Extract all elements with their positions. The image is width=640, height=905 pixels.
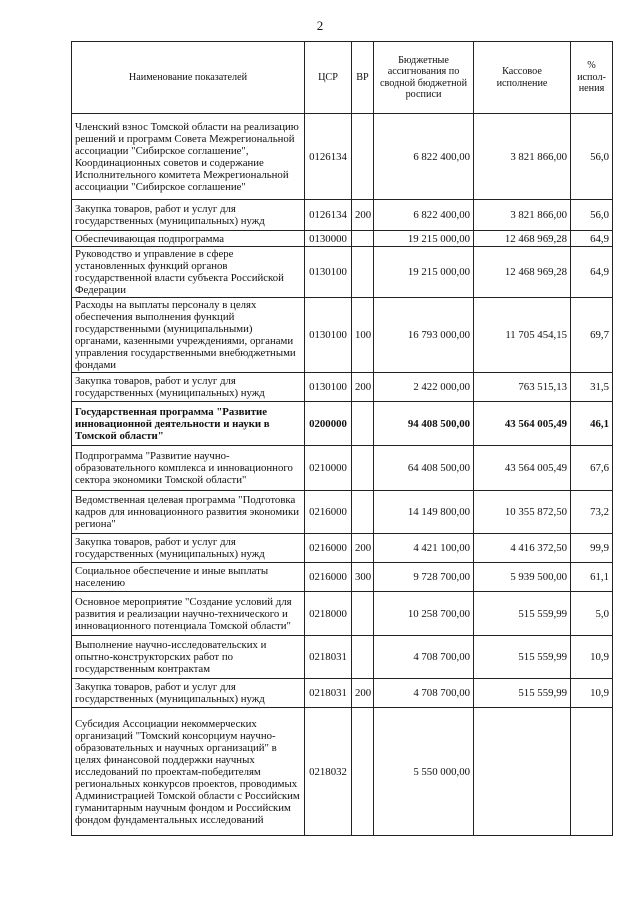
row-budget-cell: 19 215 000,00 (374, 231, 474, 247)
row-percent-cell: 99,9 (571, 534, 613, 563)
row-name-cell: Выполнение научно-исследовательских и опытно-конструкторских работ по государственным контрактам (72, 636, 305, 679)
row-vr-cell: 300 (352, 563, 374, 592)
row-execution-cell: 4 416 372,50 (474, 534, 571, 563)
row-percent-cell: 31,5 (571, 373, 613, 402)
table-row (72, 247, 613, 298)
row-percent-cell: 61,1 (571, 563, 613, 592)
row-vr-cell: 200 (352, 679, 374, 708)
row-vr-cell (352, 446, 374, 491)
row-percent-cell: 46,1 (571, 402, 613, 446)
row-percent-cell: 64,9 (571, 231, 613, 247)
row-percent-cell: 73,2 (571, 491, 613, 534)
table-row (72, 402, 613, 446)
row-execution-cell: 515 559,99 (474, 679, 571, 708)
row-csr-cell: 0218031 (305, 679, 352, 708)
table-row (72, 534, 613, 563)
row-name-cell: Расходы на выплаты персоналу в целях обеспечения выполнения функций государственными (муниципальными) органами, казенными учреждениями, органами управления государственными внебюджетными фондами (72, 298, 305, 373)
table-row (72, 114, 613, 200)
row-execution-cell: 3 821 866,00 (474, 114, 571, 200)
row-execution-cell: 3 821 866,00 (474, 200, 571, 231)
row-vr-cell: 200 (352, 373, 374, 402)
row-name-cell: Закупка товаров, работ и услуг для государственных (муниципальных) нужд (72, 679, 305, 708)
row-vr-cell (352, 592, 374, 636)
row-csr-cell: 0200000 (305, 402, 352, 446)
header-name: Наименование показателей (72, 42, 305, 114)
row-name-cell: Руководство и управление в сфере установленных функций органов государственной власти субъекта Российской Федерации (72, 247, 305, 298)
row-vr-cell (352, 708, 374, 836)
row-name-cell: Обеспечивающая подпрограмма (72, 231, 305, 247)
row-vr-cell (352, 491, 374, 534)
table-row (72, 298, 613, 373)
table-row (72, 373, 613, 402)
row-csr-cell: 0216000 (305, 534, 352, 563)
row-name-cell: Подпрограмма "Развитие научно-образовательного комплекса и инновационного сектора экономики Томской области" (72, 446, 305, 491)
row-budget-cell: 4 708 700,00 (374, 679, 474, 708)
row-execution-cell (474, 708, 571, 836)
row-csr-cell: 0130100 (305, 373, 352, 402)
row-execution-cell: 43 564 005,49 (474, 402, 571, 446)
row-csr-cell: 0130100 (305, 247, 352, 298)
row-csr-cell: 0130000 (305, 231, 352, 247)
row-execution-cell: 763 515,13 (474, 373, 571, 402)
row-vr-cell (352, 231, 374, 247)
row-csr-cell: 0216000 (305, 563, 352, 592)
table-row (72, 679, 613, 708)
row-name-cell: Членский взнос Томской области на реализацию решений и программ Совета Межрегиональной ассоциации "Сибирское соглашение", Координационных советов и содержание Исполнительного комитета Межрегиональной ассоциации "Сибирское соглашение" (72, 114, 305, 200)
table-row (72, 708, 613, 836)
header-csr: ЦСР (305, 42, 352, 114)
table-row (72, 200, 613, 231)
row-percent-cell: 67,6 (571, 446, 613, 491)
table-row (72, 592, 613, 636)
header-budget: Бюджетные ассигнования по сводной бюджетной росписи (374, 42, 474, 114)
row-csr-cell: 0218000 (305, 592, 352, 636)
row-percent-cell: 10,9 (571, 679, 613, 708)
row-csr-cell: 0218032 (305, 708, 352, 836)
row-name-cell: Закупка товаров, работ и услуг для государственных (муниципальных) нужд (72, 534, 305, 563)
row-budget-cell: 64 408 500,00 (374, 446, 474, 491)
row-vr-cell (352, 114, 374, 200)
row-budget-cell: 16 793 000,00 (374, 298, 474, 373)
table-header-row (72, 42, 613, 114)
header-vr: ВР (352, 42, 374, 114)
row-execution-cell: 12 468 969,28 (474, 247, 571, 298)
row-budget-cell: 14 149 800,00 (374, 491, 474, 534)
header-percent: % испол- нения (571, 42, 613, 114)
row-csr-cell: 0126134 (305, 200, 352, 231)
row-name-cell: Государственная программа "Развитие инновационной деятельности и науки в Томской области" (72, 402, 305, 446)
row-budget-cell: 4 421 100,00 (374, 534, 474, 563)
row-percent-cell: 56,0 (571, 114, 613, 200)
page-number: 2 (316, 18, 324, 33)
row-budget-cell: 6 822 400,00 (374, 114, 474, 200)
row-vr-cell (352, 636, 374, 679)
row-budget-cell: 6 822 400,00 (374, 200, 474, 231)
row-csr-cell: 0130100 (305, 298, 352, 373)
table-row (72, 636, 613, 679)
table-row (72, 446, 613, 491)
row-vr-cell: 200 (352, 200, 374, 231)
row-budget-cell: 4 708 700,00 (374, 636, 474, 679)
row-name-cell: Закупка товаров, работ и услуг для государственных (муниципальных) нужд (72, 200, 305, 231)
row-budget-cell: 19 215 000,00 (374, 247, 474, 298)
row-vr-cell: 200 (352, 534, 374, 563)
row-budget-cell: 9 728 700,00 (374, 563, 474, 592)
row-execution-cell: 43 564 005,49 (474, 446, 571, 491)
row-execution-cell: 11 705 454,15 (474, 298, 571, 373)
row-name-cell: Закупка товаров, работ и услуг для государственных (муниципальных) нужд (72, 373, 305, 402)
row-vr-cell (352, 247, 374, 298)
table-row (72, 563, 613, 592)
row-execution-cell: 515 559,99 (474, 592, 571, 636)
row-execution-cell: 10 355 872,50 (474, 491, 571, 534)
row-percent-cell: 10,9 (571, 636, 613, 679)
row-percent-cell: 64,9 (571, 247, 613, 298)
row-budget-cell: 10 258 700,00 (374, 592, 474, 636)
budget-execution-table (71, 41, 613, 836)
row-vr-cell: 100 (352, 298, 374, 373)
row-percent-cell: 69,7 (571, 298, 613, 373)
row-csr-cell: 0216000 (305, 491, 352, 534)
table-body (72, 114, 613, 836)
table-row (72, 231, 613, 247)
row-budget-cell: 2 422 000,00 (374, 373, 474, 402)
row-budget-cell: 5 550 000,00 (374, 708, 474, 836)
row-execution-cell: 5 939 500,00 (474, 563, 571, 592)
row-csr-cell: 0210000 (305, 446, 352, 491)
row-csr-cell: 0218031 (305, 636, 352, 679)
row-percent-cell: 56,0 (571, 200, 613, 231)
row-name-cell: Социальное обеспечение и иные выплаты населению (72, 563, 305, 592)
row-percent-cell: 5,0 (571, 592, 613, 636)
row-name-cell: Основное мероприятие "Создание условий для развития и реализации научно-технического и инновационного потенциала Томской области" (72, 592, 305, 636)
row-execution-cell: 12 468 969,28 (474, 231, 571, 247)
row-budget-cell: 94 408 500,00 (374, 402, 474, 446)
header-execution: Кассовое исполнение (474, 42, 571, 114)
row-vr-cell (352, 402, 374, 446)
row-name-cell: Субсидия Ассоциации некоммерческих организаций "Томский консорциум научно-образовательных и научных организаций" в целях финансовой поддержки научных исследований по проектам-победителям региональных конкурсов проектов, проводимых Администрацией Томской области с Российским гуманитарным научным фондом и Российским фондом фундаментальных исследований (72, 708, 305, 836)
table-row (72, 491, 613, 534)
row-execution-cell: 515 559,99 (474, 636, 571, 679)
row-csr-cell: 0126134 (305, 114, 352, 200)
row-name-cell: Ведомственная целевая программа "Подготовка кадров для инновационного развития экономики региона" (72, 491, 305, 534)
row-percent-cell (571, 708, 613, 836)
